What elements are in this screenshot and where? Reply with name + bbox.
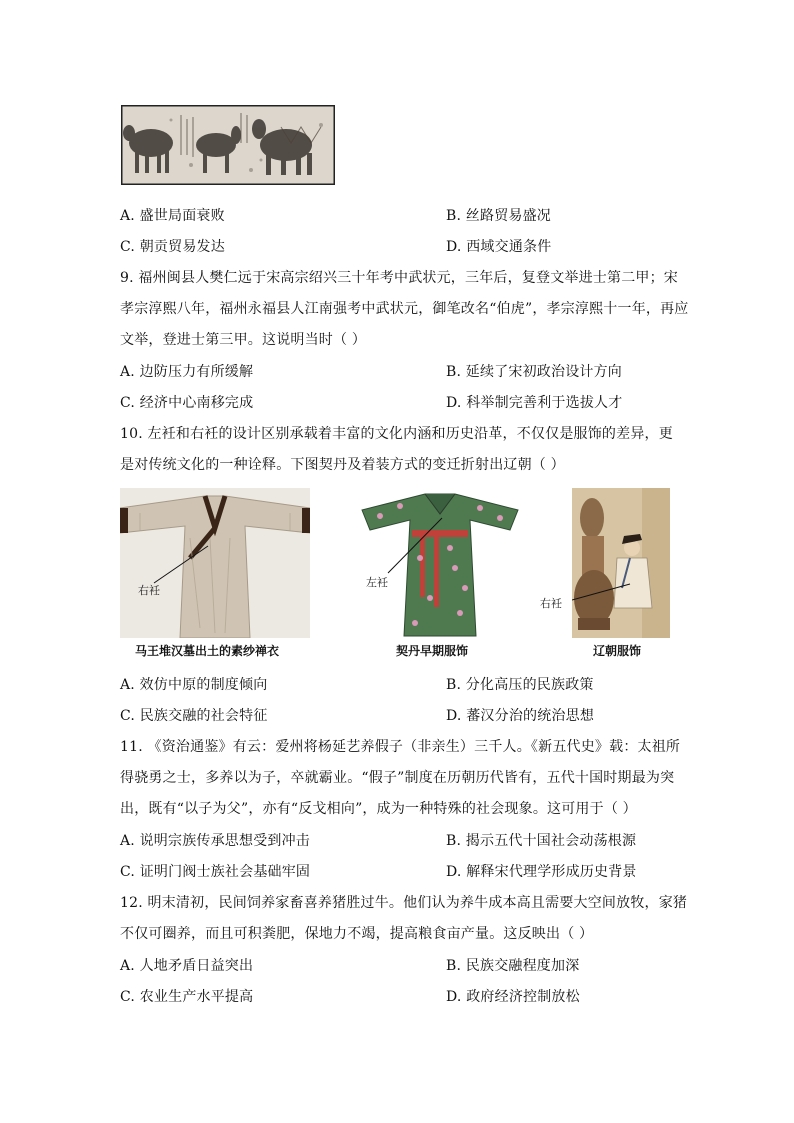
- mural-image: [121, 105, 335, 185]
- q12-option-a: A. 人地矛盾日益突出: [120, 958, 254, 974]
- q12-stem-line-1: 12. 明末清初，民间饲养家畜喜养猪胜过牛。他们认为养牛成本高且需要大空间放牧，家猪: [120, 895, 688, 911]
- liao-painting-label: 右衽: [540, 597, 562, 610]
- silk-robe-image: [120, 488, 310, 638]
- q9-option-c: C. 经济中心南移完成: [120, 395, 254, 411]
- q10-stem-line-1: 10. 左衽和右衽的设计区别承载着丰富的文化内涵和历史沿革，不仅仅是服饰的差异，更: [120, 426, 673, 442]
- q9-option-a: A. 边防压力有所缓解: [120, 364, 254, 380]
- q12-option-d: D. 政府经济控制放松: [446, 989, 580, 1005]
- q9-stem-line-3: 文举，登进士第三甲。这说明当时（ ）: [120, 332, 367, 348]
- liao-painting-image: [572, 488, 670, 638]
- khitan-robe-image: [360, 488, 520, 638]
- q12-option-c: C. 农业生产水平提高: [120, 989, 254, 1005]
- q11-option-a: A. 说明宗族传承思想受到冲击: [120, 833, 311, 849]
- q12-option-b: B. 民族交融程度加深: [446, 958, 580, 974]
- silk-robe-illustration: [120, 488, 310, 638]
- q11-stem-line-1: 11. 《资治通鉴》有云：爱州将杨延艺养假子（非亲生）三千人。《新五代史》载：太祖所: [120, 739, 681, 755]
- silk-robe-caption: 马王堆汉墓出土的素纱禅衣: [135, 644, 280, 658]
- q12-stem-line-2: 不仅可圈养，而且可积粪肥，保地力不竭，提高粮食亩产量。这反映出（ ）: [120, 926, 594, 942]
- q11-stem-line-3: 出，既有“以子为父”，亦有“反戈相向”，成为一种特殊的社会现象。这可用于（ ）: [120, 801, 637, 817]
- khitan-robe-illustration: [360, 488, 520, 638]
- q10-option-c: C. 民族交融的社会特征: [120, 708, 268, 724]
- q11-stem-line-2: 得骁勇之士，多养以为子，卒就霸业。“假子”制度在历朝历代皆有，五代十国时期最为突: [120, 770, 675, 786]
- q10-stem-line-2: 是对传统文化的一种诠释。下图契丹及着装方式的变迁折射出辽朝（ ）: [120, 457, 565, 473]
- khitan-robe-caption: 契丹早期服饰: [396, 644, 469, 658]
- q8-option-a: A. 盛世局面衰败: [120, 208, 225, 224]
- q11-option-d: D. 解释宋代理学形成历史背景: [446, 864, 637, 880]
- mural-illustration: [121, 105, 335, 185]
- q11-option-c: C. 证明门阀士族社会基础牢固: [120, 864, 311, 880]
- q10-option-d: D. 蕃汉分治的统治思想: [446, 708, 595, 724]
- liao-painting-illustration: [572, 488, 670, 638]
- q9-option-d: D. 科举制完善利于选拔人才: [446, 395, 623, 411]
- khitan-robe-label: 左衽: [366, 576, 388, 589]
- q9-stem-line-2: 孝宗淳熙八年，福州永福县人江南强考中武状元，御笔改名“伯虎”，孝宗淳熙十一年，再应: [120, 301, 689, 317]
- q10-option-a: A. 效仿中原的制度倾向: [120, 677, 268, 693]
- q11-option-b: B. 揭示五代十国社会动荡根源: [446, 833, 637, 849]
- liao-painting-caption: 辽朝服饰: [593, 644, 642, 658]
- q9-option-b: B. 延续了宋初政治设计方向: [446, 364, 622, 380]
- q8-option-c: C. 朝贡贸易发达: [120, 239, 225, 255]
- q10-option-b: B. 分化高压的民族政策: [446, 677, 594, 693]
- q8-option-b: B. 丝路贸易盛况: [446, 208, 551, 224]
- q8-option-d: D. 西域交通条件: [446, 239, 552, 255]
- q9-stem-line-1: 9. 福州闽县人樊仁远于宋高宗绍兴三十年考中武状元，三年后，复登文举进士第二甲；宋: [120, 270, 679, 286]
- silk-robe-label: 右衽: [138, 584, 160, 597]
